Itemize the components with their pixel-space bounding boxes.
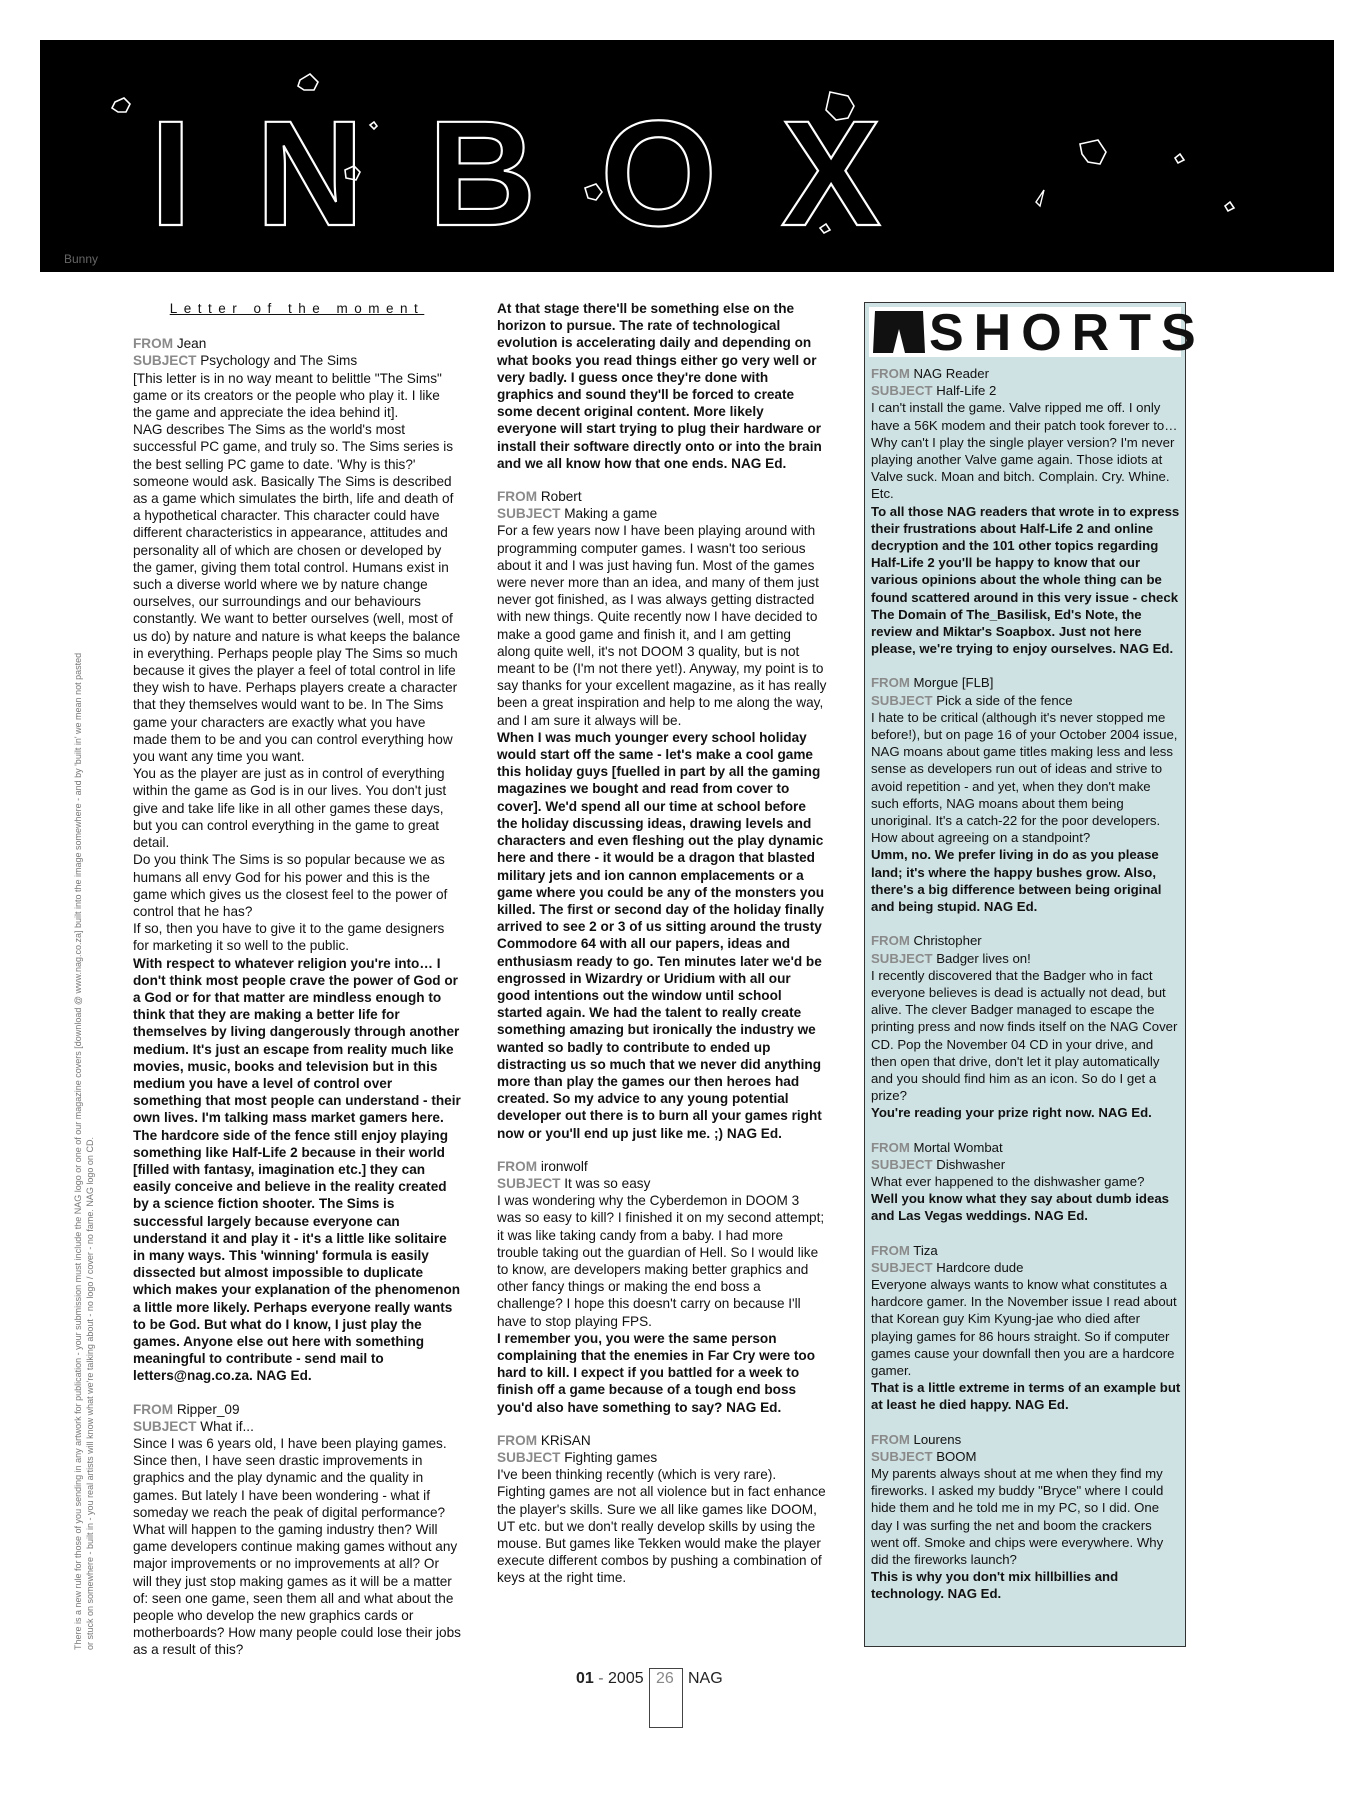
letter-subject: SUBJECT Psychology and The Sims <box>133 353 358 369</box>
short-letter: FROM Mortal Wombat SUBJECT Dishwasher What ever happened to the dishwasher game? Well you know what they say about dumb ideas and Las Vegas weddings. NAG Ed. <box>871 1139 1169 1224</box>
short-letter: FROM Lourens SUBJECT BOOM My parents always shout at me when they find my fireworks. I asked my buddy "Bryce" where I could hide them and he told me in my PC, so I did. One day I was surfing the net and boom the crackers went off. Smoke and chips were everywhere. Why did the fireworks launch? This is why you don't mix hillbillies and technology. NAG Ed. <box>871 1431 1164 1602</box>
inbox-title: INBOX <box>150 89 946 257</box>
shorts-icon <box>869 307 929 357</box>
letter-subject: SUBJECT Making a game <box>497 506 658 522</box>
letter-paragraph: Do you think The Sims is so popular because we as humans all envy God for his power and this is the game which gives us the closest feel to the power of control that he has? <box>133 852 448 919</box>
letter-from: FROM Ripper_09 <box>133 1401 240 1417</box>
short-letter: FROM Christopher SUBJECT Badger lives on! I recently discovered that the Badger who in fact everyone believes is dead is actually not dead, but alive. The clever Badger managed to escape the printing press and now finds itself on the NAG Cover CD. Pop the November 04 CD in your drive, and then open that drive, don't let it play automatically and you should find him as an icon. So do I get a prize? You're reading your prize right now. NAG Ed. <box>871 933 1178 1121</box>
shorts-title: SHORTS <box>929 304 1206 362</box>
letter <box>497 1432 827 1587</box>
editor-reply: When I was much younger every school holiday would start off the same - let's make a cool game this holiday guys [fuelled in part by all the gaming magazines we bought and read from cover to cover]. We'd spend all our time at school before the holiday discussing ideas, drawing levels and characters and even fleshing out the play dynamic here and there - it would be a dragon that blasted military jets and ion cannon emplacements or a game where you could be any of the monsters you killed. The first or second day of the holiday finally arrived to see 2 or 3 of us sitting around the trusty Commodore 64 with all our papers, ideas and enthusiasm ready to go. Ten minutes later we'd be engrossed in Wizardry or Uridium with all our good intentions out the window until school started again. We had the talent to really create something amazing but ironically the industry we wanted so badly to contribute to ended up distracting us so much that we never did anything more than play the games our then heroes had created. So my advice to any young potential developer out there is to burn all your games right now or you'll end up just like me. ;) NAG Ed. <box>497 729 825 1141</box>
page-number: 26 <box>656 1670 674 1687</box>
letter-body: Since I was 6 years old, I have been playing games. Since then, I have seen drastic improvements in graphics and the play dynamic and the quality in games. But lately I have been wondering - what if someday we reach the peak of digital performance? What will happen to the gaming industry then? Will game developers continue making games without any major improvements or no improvements at all? Or will they just stop making games as it will be a matter of: seen one game, seen them all and what about the people who develop the new graphics cards or motherboards? How many people could lose their jobs as a result of this? <box>133 1436 461 1658</box>
artwork-rule-note: There is a new rule for those of you sending in any artwork for publication - your submission must include the NAG logo or one of our magazine covers [download @ www.nag.co.za] built into the image somewhere - and by 'built in' we mean not pasted or stuck on somewhere - built in - you real artists will know what we're talking about - no logo / cover - no fame. NAG logo on CD. <box>73 652 95 1650</box>
letter-body: I've been thinking recently (which is very rare). Fighting games are not all violence but in fact enhance the player's skills. Sure we all like games like DOOM, UT etc. but we don't really develop skills by using the mouse. But games like Tekken would make the player execute different combos by pushing a combination of keys at the right time. <box>497 1467 826 1586</box>
magazine-name: NAG <box>688 1670 723 1687</box>
letter-from: FROM Robert <box>497 489 582 505</box>
ship-icon <box>1036 190 1044 206</box>
letter-subject: SUBJECT It was so easy <box>497 1175 651 1191</box>
shorts-panel <box>864 302 1206 1647</box>
letters-column-left <box>133 300 461 1675</box>
short-letter: FROM Morgue [FLB] SUBJECT Pick a side of the fence I hate to be critical (although it's never stopped me before!), but on page 16 of your October 2004 issue, NAG moans about game titles making less and less sense as developers run out of ideas and strive to avoid repetition - and yet, when they don't make such efforts, NAG moans about them being unoriginal. It's a catch-22 for the poor developers. How about agreeing on a standpoint? Umm, no. We prefer living in do as you please land; it's where the happy bushes grow. Also, there's a big difference between being original and being stupid. NAG Ed. <box>871 675 1178 915</box>
short-letter: FROM NAG Reader SUBJECT Half-Life 2 I can't install the game. Valve ripped me off. I only have a 56K modem and their patch took forever to… Why can't I play the single player version? I'm never playing another Valve game again. Those idiots at Valve suck. Moan and bitch. Complain. Cry. Whine. Etc. To all those NAG readers that wrote in to express their frustrations about Half-Life 2 and online decryption and the 101 other topics regarding Half-Life 2 you'll be happy to know that our various opinions about the whole thing can be found scattered around in this very issue - check The Domain of The_Basilisk, Ed's Note, the review and Miktar's Soapbox. Just not here please, we're trying to enjoy ourselves. NAG Ed. <box>871 366 1180 657</box>
letter <box>497 488 827 1142</box>
editor-reply: At that stage there'll be something else on the horizon to pursue. The rate of technological evolution is accelerating daily and depending on what books you read things either go very well or very badly. I guess once they're done with graphics and sound they'll be forced to create some decent original content. More likely everyone will start trying to plug their hardware or install their software directly onto or into the brain and we all know how that one ends. NAG Ed. <box>497 301 822 471</box>
letter-subject: SUBJECT Fighting games <box>497 1450 658 1465</box>
letter-body: I was wondering why the Cyberdemon in DOOM 3 was so easy to kill? I finished it on my second attempt; it was like taking candy from a baby. I had more trouble taking out the guardian of Hell. So I would like to know, are developers making better graphics and other fancy things or making the end boss a challenge? I hope this doesn't carry on because I'll have to stop playing FPS. <box>497 1193 825 1329</box>
artist-credit: Bunny <box>64 252 99 266</box>
letter-subject: SUBJECT What if... <box>133 1418 254 1434</box>
letter-from: FROM Jean <box>133 336 207 352</box>
letter-paragraph: NAG describes The Sims as the world's most successful PC game, and truly so. The Sims series is the best selling PC game to date. 'Why is this?' someone would ask. Basically The Sims is described as a game which simulates the birth, life and death of a hypothetical character. This character could have different characteristics in appearance, attitudes and personality all of which are chosen or developed by the gamer, giving them total control. Humans exist in such a diverse world where we by nature change ourselves, our surroundings and our behaviours constantly. We want to better ourselves (well, most of us do) by nature and nature is what keeps the balance in everything. Perhaps people play The Sims so much because it gives the player a feel of total control in life they wish to have. Perhaps players create a character that they themselves would want to be. In The Sims game your characters are exactly what you have made them to be and you can control everything how you want any time you want. <box>133 422 461 765</box>
shorts-body <box>871 365 1181 1620</box>
asteroids-artwork <box>40 40 1334 272</box>
letter-paragraph: You as the player are just as in control of everything within the game as God is in our lives. You don't just give and take life like in all other games these days, but you can control everything in the game to great detail. <box>133 766 447 851</box>
letter-body: For a few years now I have been playing around with programming computer games. I wasn't too serious about it and I was just having fun. Most of the games were never more than an idea, and many of them just never got finished, as I was always getting distracted with new things. Quite recently now I have decided to make a good game and finish it, and I am getting along quite well, it's not DOOM 3 quality, but is not meant to be (I'm not there yet!). Anyway, my point is to say thanks for your excellent magazine, as it has really been a great inspiration and help to me along the way, and I am sure it always will be. <box>497 523 827 728</box>
short-letter: FROM Tiza SUBJECT Hardcore dude Everyone always wants to know what constitutes a hardcore gamer. In the November issue I read about that Korean guy Kim Kyung-jae who died after playing games for 86 hours straight. So if computer games cause your downfall then you are a hardcore gamer. That is a little extreme in terms of an example but at least he died happy. NAG Ed. <box>871 1242 1181 1413</box>
letter-paragraph: If so, then you have to give it to the game designers for marketing it so well to the public. <box>133 921 445 954</box>
editor-reply: I remember you, you were the same person complaining that the enemies in Far Cry were too hard to kill. I expect if you battled for a week to finish off a game because of a tough end boss you'd also have something to say? NAG Ed. <box>497 1330 816 1415</box>
shorts-header <box>869 304 1206 362</box>
letter-of-moment-heading: Letter of the moment <box>169 301 425 316</box>
folio-issue: 01 - 2005 <box>576 1670 644 1687</box>
letter <box>133 1401 461 1659</box>
letters-column-middle <box>497 300 827 1603</box>
letter-of-moment <box>133 335 461 1384</box>
letter-continued <box>497 300 827 472</box>
letter <box>497 1158 827 1416</box>
letter-paragraph: [This letter is in no way meant to belittle "The Sims" game or its creators or the people who play it. I like the game and appreciate the idea behind it]. <box>133 370 442 421</box>
editor-reply: With respect to whatever religion you're into… I don't think most people crave the power of God or a God or for that matter are mindless enough to think that they are making a better life for themselves by living dangerously through another medium. It's just an escape from reality much like movies, music, books and television but in this medium you have a level of control over something that most people can understand - their own lives. I'm talking mass market gamers here. The hardcore side of the fence still enjoy playing something like Half-Life 2 because in their world [filled with fantasy, imagination etc.] they can easily conceive and believe in the reality created by a science fiction shooter. The Sims is successful largely because everyone can understand it and play it - it's a little like solitaire in many ways. This 'winning' formula is easily dissected but almost impossible to duplicate which makes your explanation of the phenomenon a little more likely. Perhaps everyone really wants to be God. But what do I know, I just play the games. Anyone else out here with something meaningful to contribute - send mail to letters@nag.co.za. NAG Ed. <box>133 955 461 1384</box>
letter-from: FROM KRiSAN <box>497 1432 591 1448</box>
header-banner <box>40 40 1334 272</box>
letter-from: FROM ironwolf <box>497 1158 588 1174</box>
